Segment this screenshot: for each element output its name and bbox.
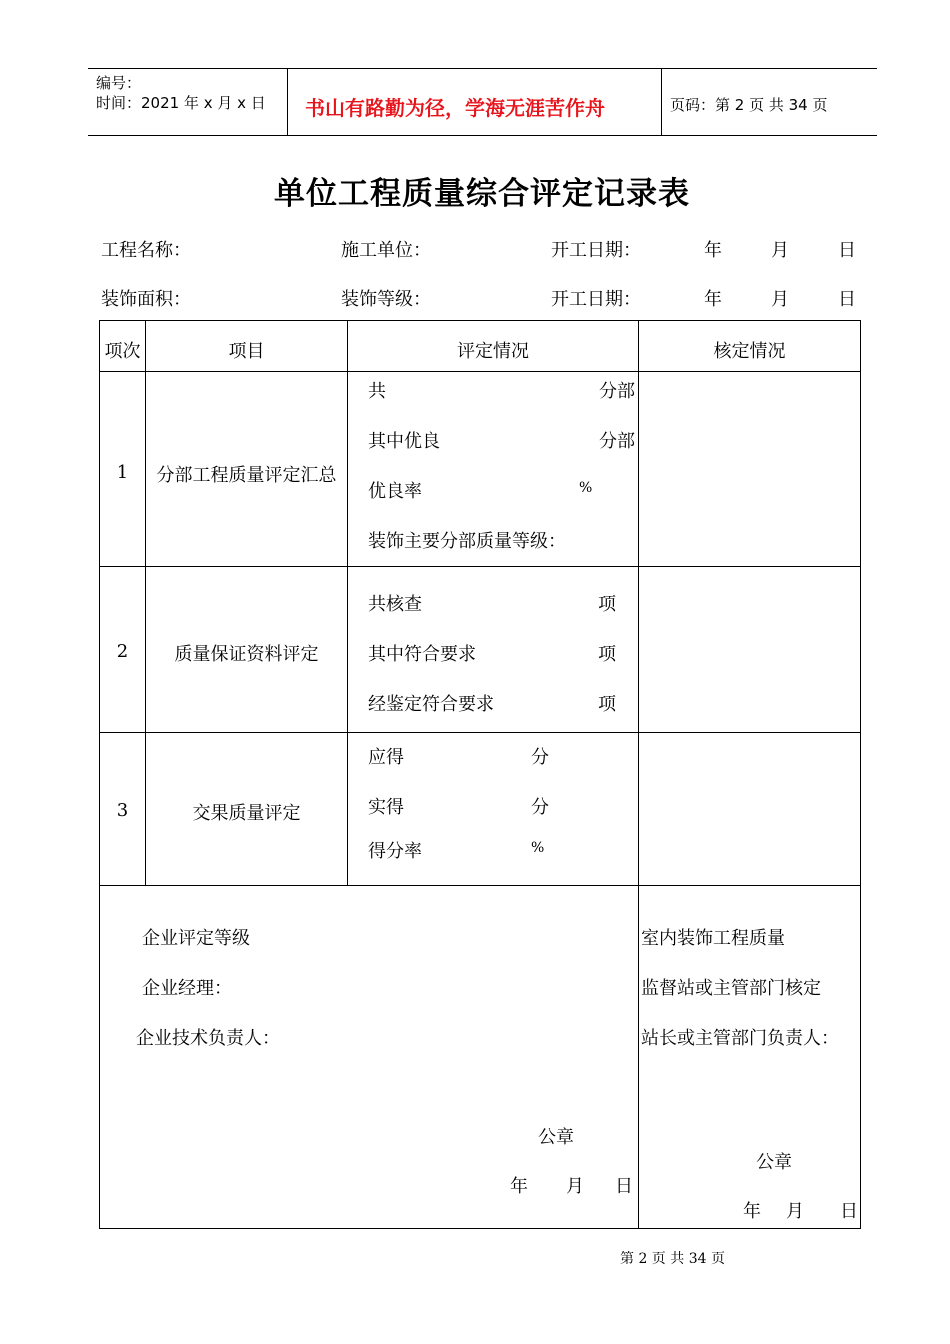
supervision-seal-label: 公章 <box>756 1152 792 1173</box>
start-year: 年 <box>704 240 722 261</box>
table-row <box>100 372 861 567</box>
row3-line3: 得分率 <box>368 841 422 862</box>
table-row <box>100 733 861 886</box>
row2-item: 质量保证资料评定 <box>174 644 319 665</box>
decoration-grade-label: 装饰等级： <box>341 289 431 310</box>
row1-line2-unit: 分部 <box>599 431 635 452</box>
header-top-border <box>88 68 877 69</box>
row2-no: 2 <box>116 641 129 662</box>
row1-line3-unit: % <box>579 480 593 496</box>
decoration-area-label: 装饰面积： <box>101 289 191 310</box>
enterprise-year: 年 <box>510 1176 528 1197</box>
supervision-verify-label: 监督站或主管部门核定 <box>641 978 821 999</box>
header-verification: 核定情况 <box>713 341 786 362</box>
row2-line3-unit: 项 <box>598 694 616 715</box>
row2-verification-cell <box>639 567 861 733</box>
supervision-quality-label: 室内装饰工程质量 <box>641 928 785 949</box>
start-year-2: 年 <box>704 289 722 310</box>
table-row <box>100 567 861 733</box>
enterprise-manager-label: 企业经理： <box>142 978 232 999</box>
construction-unit-label: 施工单位： <box>341 240 431 261</box>
row3-line2-unit: 分 <box>531 797 549 818</box>
row1-line3: 优良率 <box>368 481 422 502</box>
supervision-signoff-cell <box>639 886 861 1229</box>
row1-verification-cell <box>639 372 861 567</box>
row1-no: 1 <box>116 462 129 483</box>
header-no: 项次 <box>104 341 141 362</box>
row1-line2: 其中优良 <box>368 431 440 452</box>
evaluation-table <box>99 320 861 1229</box>
page-label: 页码：第 2 页 共 34 页 <box>670 96 828 114</box>
signoff-row <box>100 886 861 1229</box>
project-name-label: 工程名称： <box>101 240 191 261</box>
start-month-2: 月 <box>771 289 789 310</box>
start-date-label: 开工日期： <box>551 240 641 261</box>
enterprise-grade-label: 企业评定等级 <box>142 928 250 949</box>
page-title: 单位工程质量综合评定记录表 <box>274 176 690 212</box>
enterprise-seal-label: 公章 <box>538 1127 574 1148</box>
row3-item: 交果质量评定 <box>192 803 301 824</box>
start-day: 日 <box>838 240 856 261</box>
row2-line1: 共核查 <box>368 594 422 615</box>
row1-line1: 共 <box>368 381 386 402</box>
row3-line3-unit: % <box>531 840 545 856</box>
enterprise-month: 月 <box>566 1176 584 1197</box>
start-date-label-2: 开工日期： <box>551 289 641 310</box>
row2-line2-unit: 项 <box>598 644 616 665</box>
enterprise-signoff-cell <box>100 886 639 1229</box>
time-label: 时间：2021 年 x 月 x 日 <box>96 94 266 112</box>
supervision-month: 月 <box>786 1201 804 1222</box>
supervision-day: 日 <box>840 1201 858 1222</box>
table-header-row <box>100 321 861 372</box>
start-day-2: 日 <box>838 289 856 310</box>
row3-line2: 实得 <box>368 797 404 818</box>
serial-label: 编号： <box>96 74 142 92</box>
page-footer: 第 2 页 共 34 页 <box>620 1251 725 1267</box>
row2-line3: 经鉴定符合要求 <box>368 694 494 715</box>
row3-line1-unit: 分 <box>531 747 549 768</box>
row2-line2: 其中符合要求 <box>368 644 476 665</box>
supervision-head-label: 站长或主管部门负责人： <box>641 1028 839 1049</box>
enterprise-tech-lead-label: 企业技术负责人： <box>136 1028 280 1049</box>
row1-line4: 装饰主要分部质量等级： <box>368 531 566 552</box>
header-bottom-border <box>88 135 877 136</box>
supervision-year: 年 <box>743 1201 761 1222</box>
slogan: 书山有路勤为径，学海无涯苦作舟 <box>305 96 605 120</box>
header-divider-right <box>661 68 662 136</box>
header-divider-left <box>287 68 288 136</box>
row3-line1: 应得 <box>368 747 404 768</box>
start-month: 月 <box>771 240 789 261</box>
header-evaluation: 评定情况 <box>457 341 529 362</box>
row1-line1-unit: 分部 <box>599 381 635 402</box>
row3-no: 3 <box>116 800 129 821</box>
enterprise-day: 日 <box>615 1176 633 1197</box>
row3-verification-cell <box>639 733 861 886</box>
header-item: 项目 <box>228 341 265 362</box>
row1-item: 分部工程质量评定汇总 <box>156 465 337 486</box>
row2-line1-unit: 项 <box>598 594 616 615</box>
